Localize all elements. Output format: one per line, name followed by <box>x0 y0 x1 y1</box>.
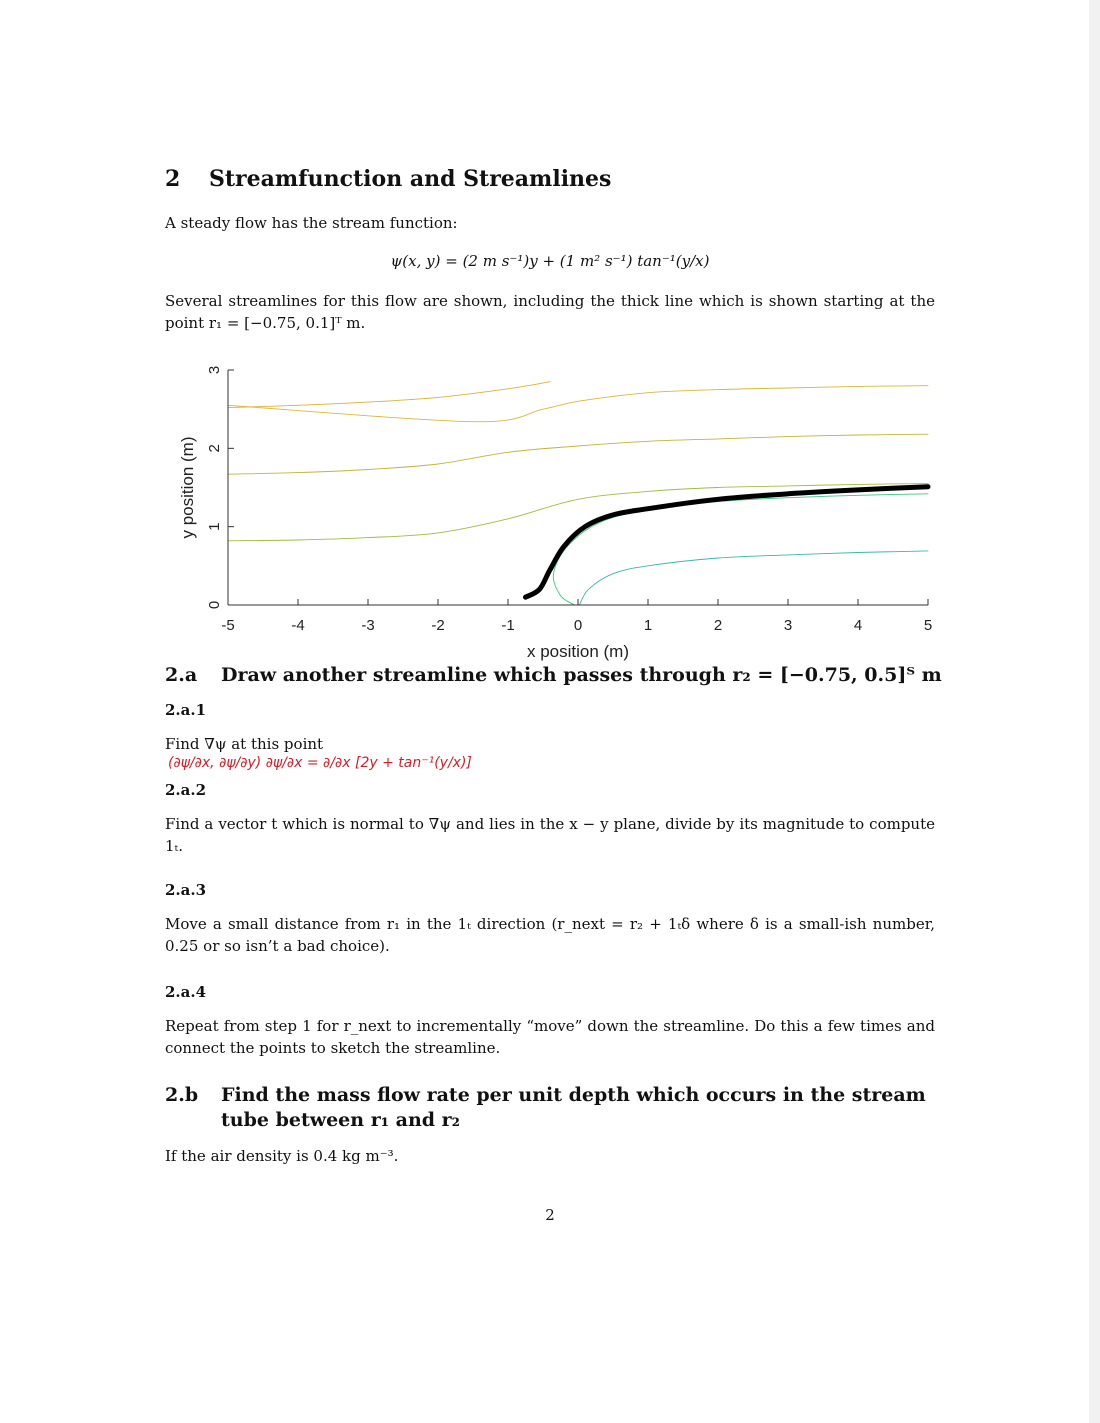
streamline-chart <box>160 350 950 665</box>
subsection-b-title-line-2: tube between r₁ and r₂ <box>221 1109 460 1131</box>
subsection-b-number: 2.b <box>165 1084 199 1106</box>
subsection-a-number: 2.a <box>165 664 198 686</box>
page-number: 2 <box>545 1206 555 1224</box>
streamline-7 <box>526 487 929 598</box>
x-tick-label: 3 <box>783 617 793 634</box>
y-tick-label: 3 <box>206 365 223 375</box>
streamline-4 <box>553 494 928 605</box>
step-1-text: Find ∇ψ at this point <box>165 735 324 753</box>
subsection-b-text: If the air density is 0.4 kg m⁻³. <box>165 1147 399 1165</box>
streamline-group <box>228 382 928 605</box>
streamline-0 <box>228 382 550 408</box>
handwritten-annotation: (∂ψ/∂x, ∂ψ/∂y) ∂ψ/∂x = ∂/∂x [2y + tan⁻¹(y/x)] <box>168 755 472 771</box>
y-tick-label: 1 <box>206 522 223 531</box>
x-tick-label: 1 <box>643 617 653 634</box>
description-text: Several streamlines for this flow are shown, including the thick line which is shown starting at the point r₁ = [−0.75, 0.1]ᵀ m. <box>165 292 935 332</box>
y-tick-label: 2 <box>206 444 223 453</box>
streamline-2 <box>228 434 928 474</box>
x-tick-label: 4 <box>853 617 863 634</box>
step-3-text: Move a small distance from r₁ in the 1ₜ direction (r_next = r₂ + 1ₜδ where δ is a small-ish number, 0.25 or so isn’t a bad choice). <box>165 915 935 955</box>
subsection-b-heading <box>165 1083 940 1133</box>
axes-group <box>206 366 932 634</box>
x-tick-label: 0 <box>573 617 583 634</box>
step-2-text: Find a vector t which is normal to ∇ψ and lies in the x − y plane, divide by its magnitude to compute 1ₜ. <box>165 815 935 855</box>
stream-function-equation: ψ(x, y) = (2 m s⁻¹)y + (1 m² s⁻¹) tan⁻¹(y/x) <box>390 252 710 270</box>
step-1-heading: 2.a.1 <box>165 701 207 719</box>
y-tick-label: 0 <box>206 600 223 610</box>
section-number: 2 <box>165 166 181 192</box>
intro-text: A steady flow has the stream function: <box>165 214 458 232</box>
streamline-5 <box>579 551 928 605</box>
x-tick-label: 5 <box>923 617 933 634</box>
step-4-heading: 2.a.4 <box>165 983 207 1001</box>
x-tick-label: 2 <box>713 617 723 634</box>
step-4-text: Repeat from step 1 for r_next to incrementally “move” down the streamline. Do this a few times and connect the points to sketch the streamline. <box>165 1017 935 1057</box>
subsection-b-title-line-1: Find the mass flow rate per unit depth which occurs in the stream <box>221 1084 926 1106</box>
subsection-a-heading <box>165 664 942 686</box>
x-tick-label: -2 <box>431 617 445 634</box>
x-tick-label: -5 <box>221 617 235 634</box>
section-title: Streamfunction and Streamlines <box>209 166 612 192</box>
step-2-heading: 2.a.2 <box>165 781 207 799</box>
y-axis-label: y position (m) <box>178 436 197 539</box>
step-3-heading: 2.a.3 <box>165 881 207 899</box>
subsection-a-title: Draw another streamline which passes through r₂ = [−0.75, 0.5]ᵀ m <box>221 664 942 686</box>
x-tick-label: -3 <box>361 617 375 634</box>
x-axis-label: x position (m) <box>526 642 630 661</box>
section-heading <box>165 166 611 192</box>
x-tick-label: -4 <box>291 617 305 634</box>
x-tick-label: -1 <box>501 617 515 634</box>
